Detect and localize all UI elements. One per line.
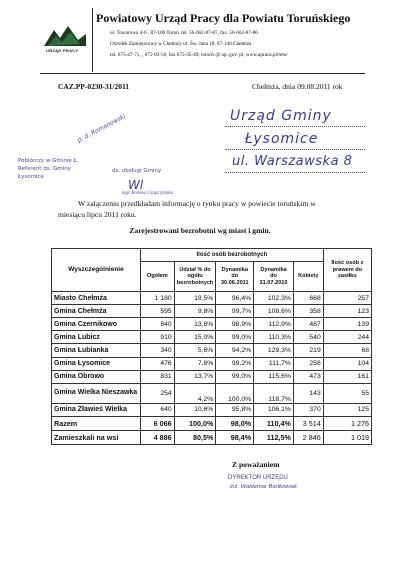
stamp-text: ds. obsługi Gminy [112, 168, 162, 174]
row-name: Gmina Wielka Nieszawka [52, 383, 141, 403]
row-dyn1: 98,0% [216, 416, 254, 430]
header-prawo: Ilość osób z prawem do zasiłku [323, 249, 371, 292]
director-name: inż. Waldemar Bartkowiak [230, 484, 297, 490]
row-dyn2: 108,6% [254, 305, 294, 318]
table-row [52, 370, 372, 383]
row-prawo: 55 [323, 383, 371, 403]
header-dyn1: Dynamika do 30.06.2011 [216, 262, 254, 292]
header-rule [40, 73, 365, 74]
recipient-underline [225, 149, 365, 150]
address-line: Ośrodek Zamiejscowy w Chełmży ul. Św. Jana 18, 87-140 Chełmża [110, 41, 252, 47]
table-row [52, 403, 372, 416]
header-dyn2: Dynamika do 31.07.2010 [254, 262, 294, 292]
row-name: Gmina Czernikowo [52, 318, 141, 331]
row-kobiety: 358 [293, 305, 323, 318]
stamp-text: Pobiórczy w Gminie Ł. [18, 158, 79, 164]
row-udzial: 19,5% [174, 292, 216, 305]
header-udzial: Udział % do ogółu bezrobotnych [174, 262, 216, 292]
row-udzial: 100,0% [174, 416, 216, 430]
row-dyn1: 94,2% [216, 344, 254, 357]
row-prawo: 104 [323, 357, 371, 370]
total-row [52, 416, 372, 430]
row-ogolem: 910 [140, 331, 174, 344]
table-row [52, 292, 372, 305]
row-dyn2: 118,7% [254, 383, 294, 403]
row-kobiety: 487 [293, 318, 323, 331]
header-kobiety: Kobiety [293, 262, 323, 292]
row-kobiety: 219 [293, 344, 323, 357]
row-kobiety: 540 [293, 331, 323, 344]
row-ogolem: 840 [140, 318, 174, 331]
row-dyn1: 98,4% [216, 430, 254, 444]
stamp-text: Łysomice [18, 174, 44, 180]
row-dyn2: 112,5% [254, 430, 294, 444]
row-kobiety: 256 [293, 357, 323, 370]
stamp-text: Referent ds. Gminy [18, 166, 71, 172]
logo-text: URZĄD PRACY [46, 48, 79, 53]
row-ogolem: 340 [140, 344, 174, 357]
row-kobiety: 143 [293, 383, 323, 403]
table-title: Zarejestrowani bezrobotni wg miast i gmin. [129, 226, 271, 235]
row-kobiety: 473 [293, 370, 323, 383]
row-prawo: 257 [323, 292, 371, 305]
header-group: Ilość osób bezrobotnych [140, 249, 323, 262]
header-divider [92, 8, 93, 72]
row-prawo: 1 019 [323, 430, 371, 444]
row-dyn2: 110,3% [254, 331, 294, 344]
header-ogolem: Ogółem [140, 262, 174, 292]
row-dyn1: 95,8% [216, 403, 254, 416]
row-dyn2: 111,7% [254, 357, 294, 370]
row-dyn1: 100,0% [216, 383, 254, 403]
row-udzial: 7,8% [174, 357, 216, 370]
row-dyn2: 102,3% [254, 292, 294, 305]
row-dyn1: 99,0% [216, 370, 254, 383]
row-udzial: 13,8% [174, 318, 216, 331]
unemployment-table [51, 248, 372, 445]
row-udzial: 5,6% [174, 344, 216, 357]
row-kobiety: 668 [293, 292, 323, 305]
row-prawo: 244 [323, 331, 371, 344]
row-dyn2: 129,3% [254, 344, 294, 357]
signature: Wl [128, 178, 144, 192]
header-name: Wyszczególnienie [52, 249, 141, 292]
row-prawo: 139 [323, 318, 371, 331]
row-ogolem: 831 [140, 370, 174, 383]
recipient-line: ul. Warszawska 8 [232, 154, 353, 169]
row-ogolem: 1 180 [140, 292, 174, 305]
table-row [52, 305, 372, 318]
row-ogolem: 254 [140, 383, 174, 403]
row-udzial: 13,7% [174, 370, 216, 383]
handwritten-note: p. d. Romanowski [76, 112, 127, 145]
row-dyn2: 115,6% [254, 370, 294, 383]
row-dyn2: 106,1% [254, 403, 294, 416]
row-ogolem: 595 [140, 305, 174, 318]
recipient-line: Urząd Gminy [230, 108, 332, 124]
row-kobiety: 370 [293, 403, 323, 416]
address-line: tel. 675-47-71, , 675-03-56, fax.675-35-49; totoch @ up. gov. pl, www.apraca.pl/toto/ [110, 52, 288, 58]
row-kobiety: 2 846 [293, 430, 323, 444]
body-text: miesiącu lipcu 2011 roku. [58, 210, 137, 219]
row-udzial: 4,2% [174, 383, 216, 403]
table-row [52, 357, 372, 370]
recipient-line: Łysomice [245, 131, 319, 147]
director-title: DYREKTOR URZĘDU [228, 475, 288, 481]
row-ogolem: 476 [140, 357, 174, 370]
row-name: Gmina Obrowo [52, 370, 141, 383]
row-prawo: 68 [323, 344, 371, 357]
row-ogolem: 4 886 [140, 430, 174, 444]
row-udzial: 15,0% [174, 331, 216, 344]
row-name: Razem [52, 416, 141, 430]
row-dyn1: 96,4% [216, 292, 254, 305]
row-udzial: 10,6% [174, 403, 216, 416]
row-dyn2: 110,4% [254, 416, 294, 430]
row-name: Gmina Zławieś Wielka [52, 403, 141, 416]
table-row [52, 318, 372, 331]
row-dyn1: 99,0% [216, 331, 254, 344]
recipient-underline [225, 126, 365, 127]
row-ogolem: 640 [140, 403, 174, 416]
row-name: Gmina Chełmża [52, 305, 141, 318]
row-name: Zamieszkali na wsi [52, 430, 141, 444]
row-name: Gmina Łubianka [52, 344, 141, 357]
table-row [52, 331, 372, 344]
manager-stamp: mgr Bożena Czapczyńska [122, 191, 174, 196]
row-prawo: 123 [323, 305, 371, 318]
table-row [52, 344, 372, 357]
row-udzial: 80,5% [174, 430, 216, 444]
row-dyn1: 99,7% [216, 305, 254, 318]
letter-date: Chełmża, dnia 09.08.2011 rok [252, 82, 343, 91]
body-text: W załączeniu przedkładam informację o rynku pracy w powiecie toruńskim w [78, 199, 316, 208]
reference-number: CAZ.PP-0230-31/2011 [58, 82, 130, 91]
row-name: Gmina Łysomice [52, 357, 141, 370]
row-name: Miasto Chełmża [52, 292, 141, 305]
address-line: ul. Towarowa 4-6 , 87-100 Toruń, tel. 56-662-87-87, fax. 56-662-87-86 [110, 30, 258, 36]
row-kobiety: 3 514 [293, 416, 323, 430]
table-row [52, 383, 372, 403]
row-prawo: 125 [323, 403, 371, 416]
row-prawo: 1 276 [323, 416, 371, 430]
org-name: Powiatowy Urząd Pracy dla Powiatu Toruńskiego [96, 11, 351, 25]
row-dyn2: 112,9% [254, 318, 294, 331]
row-name: Gmina Lubicz [52, 331, 141, 344]
row-dyn1: 98,9% [216, 318, 254, 331]
greeting: Z poważaniem [232, 460, 280, 469]
row-prawo: 161 [323, 370, 371, 383]
row-udzial: 9,8% [174, 305, 216, 318]
recipient-underline [225, 172, 365, 173]
total-row [52, 430, 372, 444]
row-dyn1: 99,2% [216, 357, 254, 370]
row-ogolem: 6 066 [140, 416, 174, 430]
